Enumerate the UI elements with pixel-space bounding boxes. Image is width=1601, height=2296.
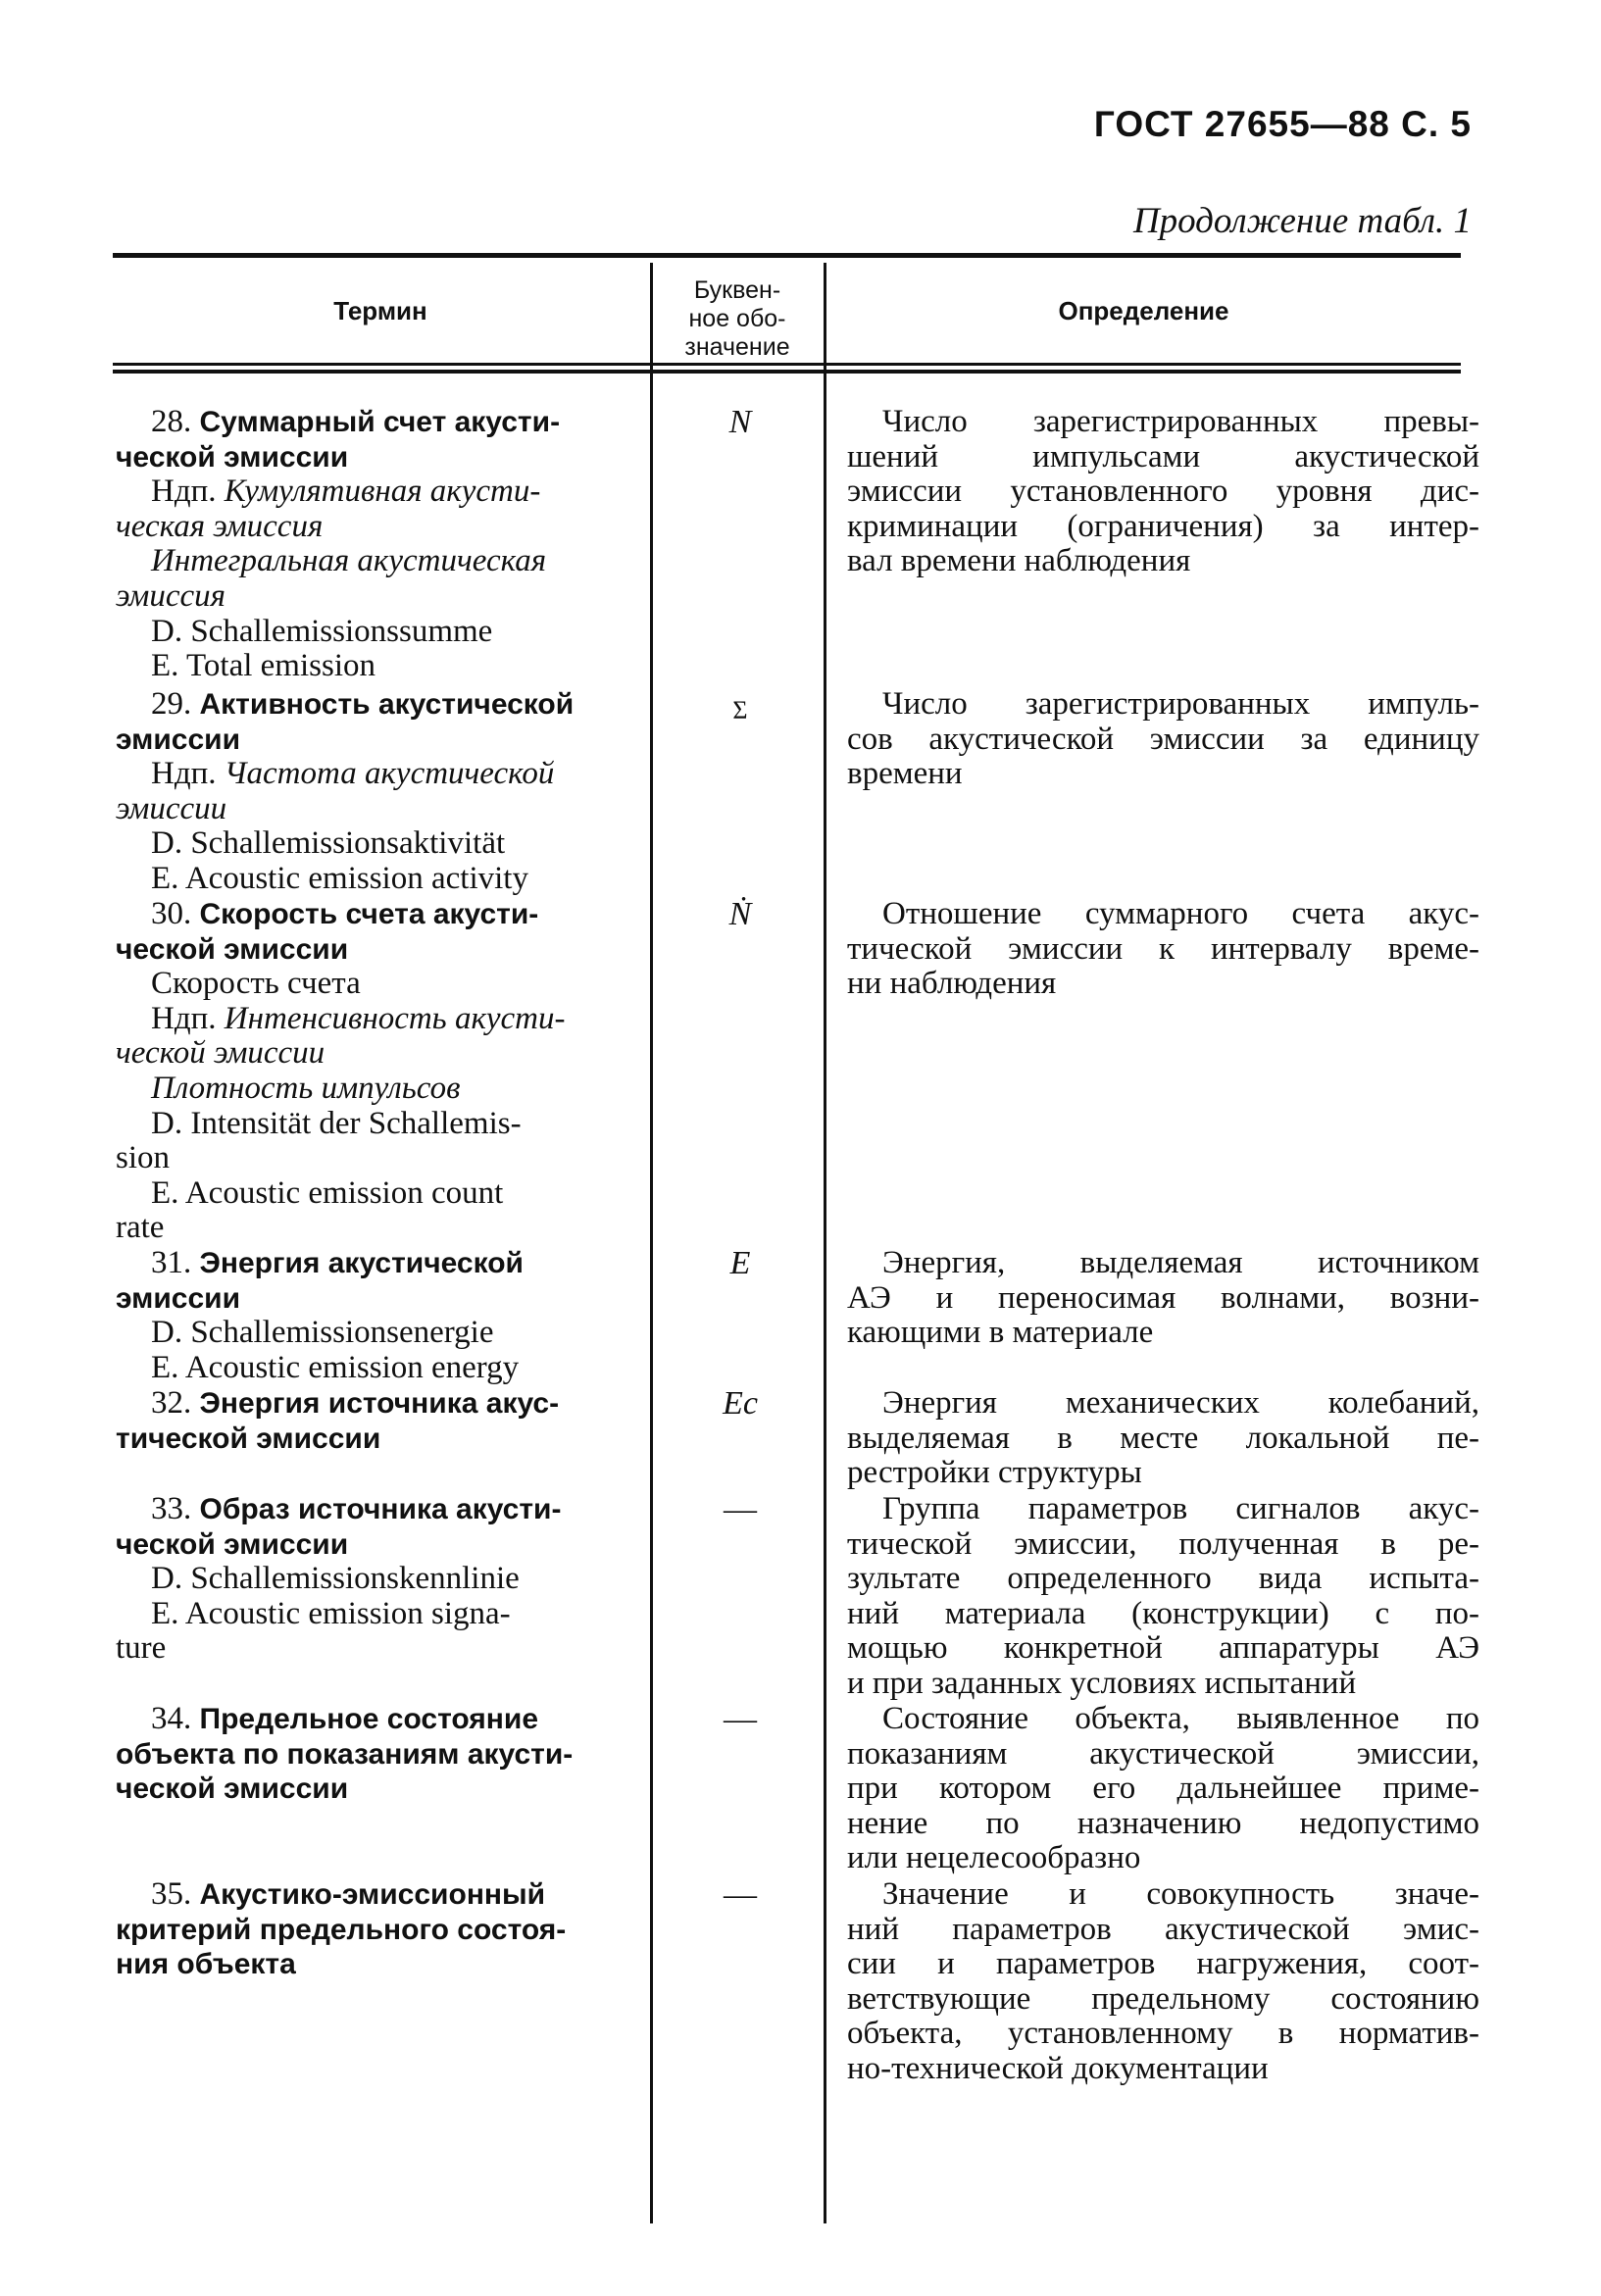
definition-line: при котором его дальнейшее приме- — [847, 1771, 1479, 1807]
definition-line: Энергия механических колебаний, — [882, 1385, 1479, 1421]
term-cell — [116, 405, 637, 684]
deprecated-prefix: Ндп. — [151, 756, 225, 792]
symbol-cell: — — [724, 1876, 757, 1913]
term-line: ture — [116, 1630, 167, 1667]
term-number: 31. — [151, 1245, 200, 1280]
term-line: sion — [116, 1140, 171, 1176]
term-line: E. Acoustic emission energy — [151, 1349, 520, 1385]
definition-line: Группа параметров сигналов акус- — [882, 1491, 1479, 1526]
deprecated-prefix: Ндп. — [151, 1000, 225, 1036]
term-line: E. Total emission — [151, 648, 375, 684]
term-line: Интегральная акустическая — [151, 543, 547, 579]
header-symbol-line: Буквен- — [693, 276, 781, 304]
definition-line: АЭ и переносимая волнами, возни- — [847, 1279, 1479, 1316]
deprecated-term: Частота акустической — [224, 756, 555, 792]
term-line: ческой эмиссии — [116, 1035, 325, 1072]
term-line: rate — [116, 1210, 165, 1246]
term-line — [116, 1702, 637, 1737]
definition-cell — [847, 687, 1479, 792]
term-number: 29. — [151, 686, 200, 722]
term-line — [116, 687, 637, 723]
definition-line: ний материала (конструкции) с по- — [847, 1595, 1479, 1631]
term-number: 33. — [151, 1491, 200, 1526]
definition-line: нение по назначению недопустимо — [847, 1805, 1479, 1841]
term-line: ческой эмиссии — [116, 1527, 349, 1561]
term-line: объекта по показаниям акусти- — [116, 1737, 574, 1771]
definition-line: ний параметров акустической эмис- — [847, 1911, 1479, 1947]
definition-line: ни наблюдения — [847, 966, 1057, 1002]
term-number: 32. — [151, 1385, 200, 1421]
definition-line: показаниям акустической эмиссии, — [847, 1735, 1479, 1772]
term-line: Плотность импульсов — [151, 1070, 461, 1106]
definition-line: эмиссии установленного уровня дис- — [847, 474, 1479, 510]
term-cell — [116, 1877, 637, 1982]
definition-line: тической эмиссии к интервалу време- — [847, 930, 1479, 967]
term-title: Активность акустической — [199, 688, 575, 721]
definition-line: Отношение суммарного счета акус- — [882, 896, 1479, 931]
term-line: E. Acoustic emission activity — [151, 860, 528, 896]
definition-cell — [847, 1386, 1479, 1491]
term-cell — [116, 1702, 637, 1807]
symbol-cell: Eс — [723, 1385, 758, 1422]
term-line: ния объекта — [116, 1948, 296, 1981]
definition-cell — [847, 1492, 1479, 1702]
term-line: ческой эмиссии — [116, 932, 349, 966]
definition-line: объекта, установленному в норматив- — [847, 2016, 1479, 2052]
definition-line: шений импульсами акустической — [847, 438, 1479, 474]
header-symbol-line: значение — [684, 333, 790, 361]
definition-line: рестройки структуры — [847, 1455, 1142, 1491]
symbol-cell: — — [724, 1491, 757, 1527]
header-symbol-line: ное обо- — [688, 305, 786, 332]
definition-line: Число зарегистрированных превы- — [882, 404, 1479, 439]
term-line: D. Schallemissionskennlinie — [151, 1561, 520, 1597]
term-line: E. Acoustic emission signa- — [151, 1595, 511, 1631]
definition-line: ветствующие предельному состоянию — [847, 1980, 1479, 2017]
term-line — [116, 405, 637, 440]
term-title: Энергия акустической — [199, 1247, 524, 1279]
term-number: 34. — [151, 1701, 200, 1736]
definition-line: тической эмиссии, полученная в ре- — [847, 1525, 1479, 1562]
definition-line: выделяемая в месте локальной пе- — [847, 1420, 1479, 1456]
definition-line: сов акустической эмиссии за единицу — [847, 721, 1479, 757]
term-line — [116, 1386, 637, 1422]
definition-line: мощью конкретной аппаратуры АЭ — [847, 1630, 1479, 1667]
definition-line: криминации (ограничения) за интер- — [847, 508, 1479, 544]
term-line — [116, 474, 637, 510]
term-cell — [116, 687, 637, 897]
definition-cell — [847, 897, 1479, 1002]
term-cell — [116, 1246, 637, 1385]
term-line: критерий предельного состоя- — [116, 1913, 567, 1946]
definition-line: зультате определенного вида испыта- — [847, 1561, 1479, 1597]
column-divider-right — [824, 263, 826, 2223]
definition-line: и при заданных условиях испытаний — [847, 1665, 1357, 1701]
definition-line: вал времени наблюдения — [847, 543, 1191, 579]
term-number: 35. — [151, 1876, 200, 1912]
table-header-bottom-rule-2 — [113, 370, 1461, 374]
symbol-cell: Σ — [732, 696, 748, 724]
term-line — [116, 1877, 637, 1913]
term-line: эмиссии — [116, 1281, 241, 1315]
definition-line: или нецелесообразно — [847, 1840, 1141, 1876]
standard-page-header: ГОСТ 27655—88 С. 5 — [1093, 104, 1472, 144]
term-line: тической эмиссии — [116, 1422, 381, 1455]
definition-cell — [847, 405, 1479, 579]
term-title: Образ источника акусти- — [199, 1493, 562, 1525]
term-line: D. Schallemissionssumme — [151, 613, 493, 649]
column-divider-left — [650, 263, 653, 2223]
term-title: Скорость счета акусти- — [199, 898, 539, 930]
term-line: эмиссии — [116, 790, 227, 826]
term-line: ческая эмиссия — [116, 508, 324, 544]
term-line: D. Intensität der Schallemis- — [151, 1105, 522, 1141]
term-line — [116, 1246, 637, 1281]
header-term: Термин — [333, 296, 427, 325]
term-cell — [116, 1386, 637, 1456]
term-title: Предельное состояние — [199, 1703, 539, 1735]
term-cell — [116, 897, 637, 1246]
symbol-cell: — — [724, 1701, 757, 1737]
term-title: Акустико-эмиссионный — [199, 1878, 546, 1911]
definition-line: Число зарегистрированных импуль- — [882, 686, 1479, 722]
term-number: 30. — [151, 896, 200, 931]
definition-line: кающими в материале — [847, 1315, 1154, 1351]
deprecated-term: Кумулятивная акусти- — [224, 474, 541, 510]
symbol-cell: N — [728, 404, 752, 440]
symbol-cell: E — [729, 1245, 751, 1281]
term-cell — [116, 1492, 637, 1667]
definition-line: но-технической документации — [847, 2050, 1269, 2086]
term-line: D. Schallemissionsenergie — [151, 1315, 494, 1351]
term-line — [116, 757, 637, 792]
definition-cell — [847, 1246, 1479, 1351]
term-number: 28. — [151, 404, 200, 439]
term-line: E. Acoustic emission count — [151, 1174, 504, 1211]
term-line: Скорость счета — [151, 966, 361, 1002]
term-line: эмиссии — [116, 723, 241, 756]
term-line — [116, 1002, 637, 1037]
term-line: эмиссия — [116, 577, 225, 614]
definition-line: времени — [847, 756, 963, 792]
definition-line: Значение и совокупность значе- — [882, 1876, 1479, 1912]
term-line: ческой эмиссии — [116, 440, 349, 474]
deprecated-term: Интенсивность акусти- — [224, 1000, 566, 1036]
term-line: D. Schallemissionsaktivität — [151, 825, 506, 862]
term-line — [116, 897, 637, 932]
header-symbol — [653, 276, 822, 362]
definition-cell — [847, 1877, 1479, 2087]
term-line: ческой эмиссии — [116, 1772, 349, 1806]
definition-cell — [847, 1702, 1479, 1876]
term-title: Энергия источника акус- — [199, 1387, 560, 1420]
definition-line: сии и параметров нагружения, соот- — [847, 1946, 1479, 1982]
table-header-bottom-rule — [113, 363, 1461, 366]
header-definition: Определение — [1058, 296, 1229, 325]
term-title: Суммарный счет акусти- — [199, 406, 561, 438]
definition-line: Энергия, выделяемая источником — [882, 1245, 1479, 1280]
term-line — [116, 1492, 637, 1527]
table-top-rule — [113, 253, 1461, 258]
table-continuation-label: Продолжение табл. 1 — [1132, 201, 1472, 241]
symbol-cell: Ṅ — [728, 896, 752, 932]
deprecated-prefix: Ндп. — [151, 474, 225, 510]
definition-line: Состояние объекта, выявленное по — [882, 1701, 1479, 1736]
